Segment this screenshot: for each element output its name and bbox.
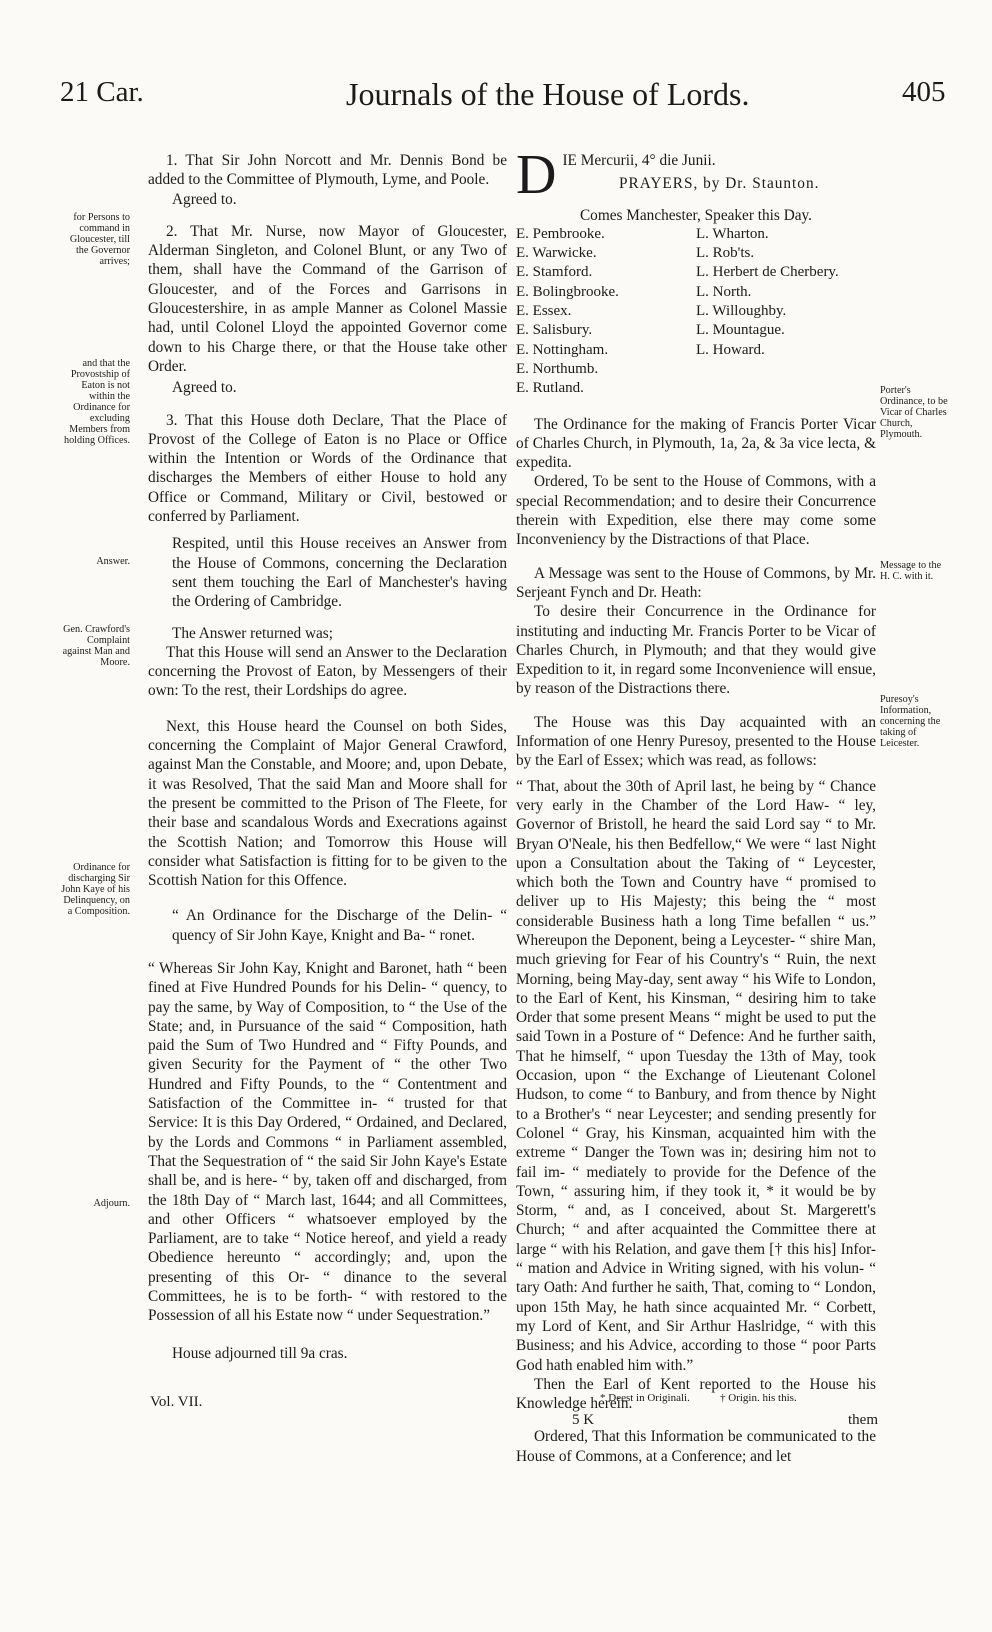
margin-note-message: Message to the H. C. with it.	[880, 560, 942, 582]
peer-name: E. Essex.	[516, 303, 572, 320]
peer-name: E. Bolingbrooke.	[516, 283, 619, 300]
peer-name: L. Mountague.	[696, 322, 785, 339]
kent-report: Then the Earl of Kent reported to the House his Knowledge herein.	[516, 1375, 876, 1413]
ordinance-title: “ An Ordinance for the Discharge of the Delin- “ quency of Sir John Kaye, Knight and Ba- “ ronet.	[172, 907, 507, 944]
item-3: 3. That this House doth Declare, That the Place of Provost of the College of Eaton is no Place or Office within the Intention or Words of the Ordinance that discharges the Members of either House to hold any Office or Command, Military or Civil, bestowed or conferred by Parliament.	[148, 411, 507, 526]
footnote-origin: † Origin. his this.	[720, 1392, 797, 1404]
counsel-paragraph: Next, this House heard the Counsel on both Sides, concerning the Complaint of Major General Crawford, against Man the Constable, and Moore; and, upon Debate, it was Resolved, That the said Man and Moore shall for the present be committed to the Prison of The Fleete, for their base and scandalous Words and Execrations against the Scottish Nation; and Tomorrow this House will consider what Satisfaction is fitting for to be given to the Scottish Nation for this Offence.	[148, 717, 507, 890]
peer-name: E. Pembrooke.	[516, 225, 605, 242]
sitting-date: IE Mercurii, 4° die Junii.	[562, 152, 716, 169]
message-line: A Message was sent to the House of Commons, by Mr. Serjeant Fynch and Dr. Heath:	[516, 564, 876, 601]
ordered-1: Ordered, To be sent to the House of Commons, with a special Recommendation; and to desire their Concurrence therein with Expedition, else there may come some Inconveniency by the Distractions of that Place.	[516, 473, 876, 549]
message-body: To desire their Concurrence in the Ordinance for instituting and inducting Mr. Francis Porter to be Vicar of Charles Church, in Plymouth; and that they would give Expedition to it, in regard some Inconvenience will ensue, by reason of the Distractions there.	[516, 603, 876, 698]
margin-note-crawford: Gen. Crawford's Complaint against Man and Moore.	[62, 624, 130, 668]
left-column	[148, 151, 507, 1363]
running-head-title: Journals of the House of Lords.	[346, 76, 750, 112]
margin-note-puresoy: Puresoy's Information, concerning the taking of Leicester.	[880, 694, 941, 749]
signature-mark: 5 K	[572, 1412, 595, 1428]
margin-note-kaye: Ordinance for discharging Sir John Kaye of his Delinquency, on a Composition.	[61, 862, 130, 917]
drop-cap: D	[516, 144, 557, 206]
volume-mark: Vol. VII.	[150, 1394, 203, 1410]
peer-name: L. Howard.	[696, 341, 765, 358]
margin-note-porter: Porter's Ordinance, to be Vicar of Charles Church, Plymouth.	[880, 385, 948, 440]
adjourned-line: House adjourned till 9a cras.	[172, 1344, 348, 1362]
respited-text: Respited, until this House receives an Answer from the House of Commons, concerning the Declaration sent them touching the Earl of Manchester's having the Ordering of Cambridge.	[172, 535, 507, 611]
ordered-2: Ordered, That this Information be communicated to the House of Commons, at a Conference; and let	[516, 1428, 876, 1465]
peer-name: L. Rob'ts.	[696, 245, 755, 262]
peer-name: E. Northumb.	[516, 360, 599, 377]
peer-name: L. Willoughby.	[696, 303, 787, 320]
information-intro: The House was this Day acquainted with an Information of one Henry Puresoy, presented to the House by the Earl of Essex; which was read, as follows:	[516, 713, 876, 770]
date-heading	[516, 144, 876, 206]
peer-name: E. Rutland.	[516, 380, 584, 397]
peer-name: E. Warwicke.	[516, 245, 597, 262]
footnote-deest: * Deest in Originali.	[600, 1392, 690, 1404]
information-quote: “ That, about the 30th of April last, he being by “ Chance very early in the Chamber of the Lord Haw- “ ley, Governor of Bristoll, he heard the said Lord say “ to Mr. Bryan O'Neale, his then Bedfellow,“ We were “ last Night upon a Consultation about the Taking of “ Leycester, which both the Town and Country have “ promised to deliver up to His Majesty; this being the “ most considerable Business hath a long Time befallen “ us.” Whereupon the Deponent, being a Leycester- “ shire Man, much grieving for Fear of his Country's “ Ruin, the next Morning, being May-day, sent away “ his Wife to London, to the Earl of Kent, his Kinsman, “ desiring him to take Order that some present Means “ might be used to put the said Town in a Posture of “ Defence: And he further saith, That he himself, “ upon Tuesday the 13th of May, took Occasion, upon “ the Exchange of Lieutenant Colonel Hudson, to come “ to Banbury, and from thence by Night to a Brother's “ near Leycester; and sending presently for Colonel “ Gray, his Kinsman, acquainted him with the extreme “ Danger the Town was in; desiring him not to fail im- “ mediately to provide for the Defence of the Town, “ assuring him, if they took it, * it would be by Storm, “ and, as I conceived, about St. Margerett's Church; “ and after acquainted the Committee there at large “ with his Relation, and gave them [† this his] Infor- “ mation and Advice in Writing signed, with his volun- “ tary Oath: And further he saith, That, coming to “ London, upon 15th May, he hath since acquainted Mr. “ Corbett, my Lord of Kent, and Sir Arthur Haslridge, “ with this Business; and his Advice, according to those “ poor Parts God hath enabled him with.”	[516, 777, 876, 1374]
peer-name: E. Stamford.	[516, 264, 593, 281]
agreed-2: Agreed to.	[172, 379, 237, 397]
earls-list	[516, 225, 686, 399]
right-column	[516, 144, 876, 1466]
porter-ordinance: The Ordinance for the making of Francis Porter Vicar of Charles Church, in Plymouth, 1a, 2a, & 3a vice lecta, & expedita.	[516, 415, 876, 472]
peer-name: E. Nottingham.	[516, 341, 609, 358]
speaker-line: Comes Manchester, Speaker this Day.	[579, 206, 813, 224]
answer-text: That this House will send an Answer to the Declaration concerning the Provost of Eaton, by Messengers of their own: To the rest, their Lordships do agree.	[148, 643, 507, 700]
page-number: 405	[902, 76, 946, 108]
item-2: 2. That Mr. Nurse, now Mayor of Gloucester, Alderman Singleton, and Colonel Blunt, or any Two of them, shall have the Command of the Garrison of Gloucester, and of the Forces and Garrisons in Gloucestershire, in as ample Manner as Colonel Massie had, until Colonel Lloyd the appointed Governor come down to his Charge there, or that the House take other Order.	[148, 222, 507, 375]
prayers-line: PRAYERS, by Dr. Staunton.	[619, 175, 820, 193]
item-1: 1. That Sir John Norcott and Mr. Dennis Bond be added to the Committee of Plymouth, Lyme, and Poole.	[148, 152, 507, 189]
answer-intro: The Answer returned was;	[172, 624, 333, 642]
ordinance-body: “ Whereas Sir John Kay, Knight and Baronet, hath “ been fined at Five Hundred Pounds for his Delin- “ quency, to pay the same, by Way of Composition, to “ the Use of the State; and, in Pursuance of the said “ Composition, hath paid the Sum of Two Hundred and “ Fifty Pounds, and given Security for the Payment of “ the other Two Hundred and Fifty Pounds, to the “ Contentment and Satisfaction of the Committee in- “ trusted for that Service: It is this Day Ordered, “ Ordained, and Declared, by the Lords and Commons “ in Parliament assembled, That the Sequestration of “ the said Sir John Kaye's Estate shall be, and is here- “ by, taken off and discharged, from the 18th Day of “ March last, 1644; and all Committees, and other Officers “ whatsoever employed by the Parliament, are to take “ Notice hereof, and yield a ready Obedience hereunto “ accordingly; and, upon the presenting of this Or- “ dinance to the several Committees, he is to be forth- “ with restored to the Possession of all his Estate now “ under Sequestration.”	[148, 959, 507, 1325]
running-head-left: 21 Car.	[60, 76, 144, 108]
peers-present	[516, 225, 876, 399]
catchword: them	[848, 1412, 878, 1428]
lords-list	[696, 225, 866, 399]
peer-name: L. North.	[696, 283, 752, 300]
agreed-1: Agreed to.	[172, 190, 237, 208]
margin-note-gloucester: for Persons to command in Gloucester, till the Governor arrives;	[69, 212, 130, 267]
peer-name: E. Salisbury.	[516, 322, 593, 339]
peer-name: L. Herbert de Cherbery.	[696, 264, 839, 281]
peer-name: L. Wharton.	[696, 225, 769, 242]
margin-note-answer: Answer.	[96, 556, 130, 567]
margin-note-eaton: and that the Provostship of Eaton is not within the Ordinance for excluding Members from holding Offices.	[63, 358, 130, 446]
margin-note-adjourn: Adjourn.	[93, 1198, 130, 1209]
